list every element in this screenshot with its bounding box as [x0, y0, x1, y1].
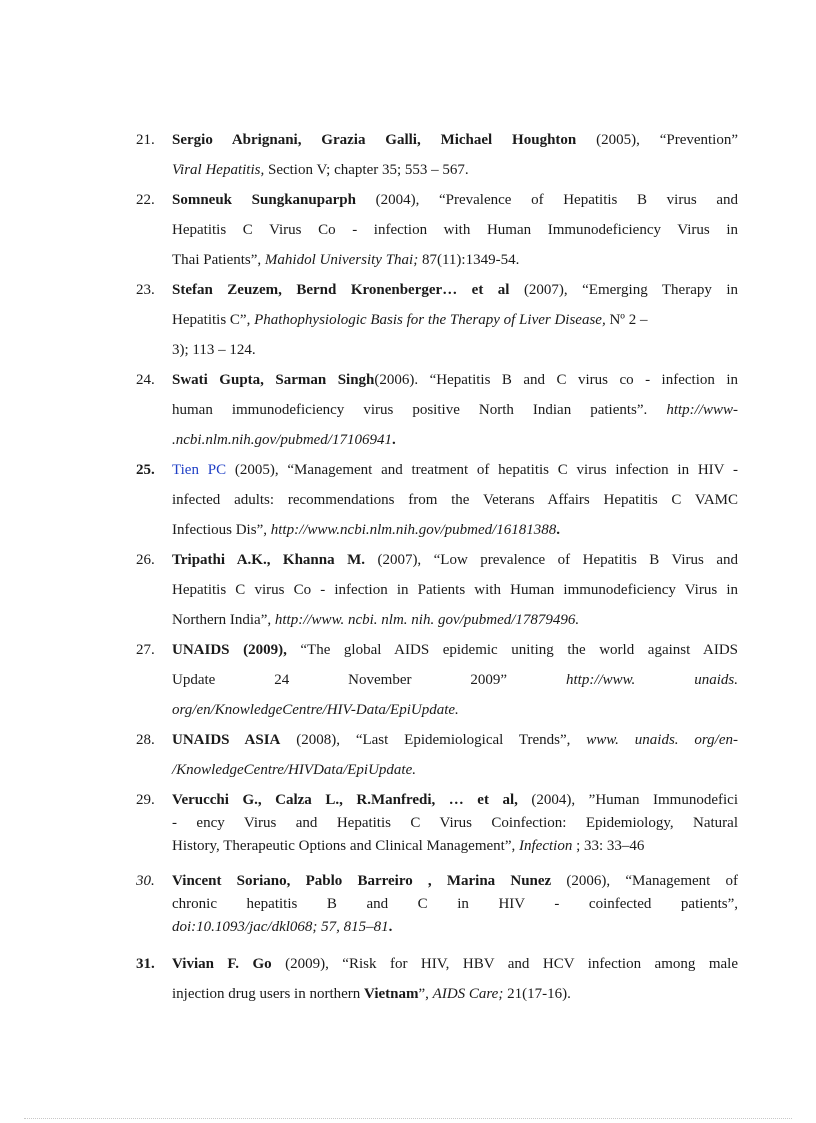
reference-text: Sergio Abrignani, Grazia Galli, Michael Houghton	[172, 132, 577, 148]
reference-line	[172, 222, 738, 242]
reference-line	[172, 702, 738, 719]
reference-text: Mahidol University Thai;	[264, 252, 419, 268]
reference-number: 25.	[136, 462, 155, 478]
reference-line	[172, 873, 738, 893]
reference-number: 23.	[136, 282, 155, 298]
reference-text: 87(11):1349-54.	[418, 252, 520, 268]
reference-text: (2006). “Hepatitis B and C virus co - infection in	[374, 372, 738, 388]
reference-text: Swati Gupta, Sarman Singh	[172, 372, 375, 388]
reference-number: 21.	[136, 132, 155, 148]
reference-line	[172, 162, 738, 179]
reference-line	[172, 252, 738, 269]
reference-text: (2005), “Management and treatment of hepatitis C virus infection in HIV -	[226, 462, 738, 478]
reference-text: Viral Hepatitis,	[172, 162, 265, 178]
reference-text: Somneuk Sungkanuparph	[172, 192, 356, 208]
reference-text: human immunodeficiency virus positive North Indian patients”.	[172, 402, 667, 418]
reference-text: Section V; chapter 35; 553 – 567.	[264, 162, 469, 178]
reference-text: Nº 2 –	[605, 312, 648, 328]
reference-text: - ency Virus and Hepatitis C Virus Coinfection: Epidemiology, Natural	[172, 815, 738, 831]
reference-number: 31.	[136, 956, 155, 972]
reference-line	[172, 919, 738, 936]
reference-line	[172, 492, 738, 512]
reference-text: http://www. ncbi. nlm. nih. gov/pubmed/17879496.	[274, 612, 580, 628]
reference-number: 26.	[136, 552, 155, 568]
reference-text: UNAIDS (2009),	[172, 642, 287, 658]
reference-text: “The global AIDS epidemic uniting the world against AIDS	[286, 642, 738, 658]
reference-number: 27.	[136, 642, 155, 658]
reference-text: 3); 113 – 124.	[172, 342, 256, 358]
reference-text: 21(17-16).	[503, 986, 571, 1002]
reference-line	[172, 522, 738, 539]
reference-text: UNAIDS ASIA	[172, 732, 281, 748]
reference-text: Update 24 November 2009”	[172, 672, 566, 688]
reference-number: 30.	[136, 873, 155, 889]
reference-text: Verucchi G., Calza L., R.Manfredi, … et al,	[172, 792, 518, 808]
reference-text: (2004), ”Human Immunodefici	[517, 792, 738, 808]
reference-text: Phathophysiologic Basis for the Therapy of Liver Disease,	[254, 312, 606, 328]
reference-text: http://www.ncbi.nlm.nih.gov/pubmed/16181388	[270, 522, 557, 538]
page-bottom-rule	[24, 1118, 792, 1119]
reference-text: Stefan Zeuzem, Bernd Kronenberger… et al	[172, 282, 510, 298]
reference-text: chronic hepatitis B and C in HIV - coinfected patients”,	[172, 896, 738, 912]
reference-text: .	[556, 522, 561, 538]
reference-line	[172, 642, 738, 662]
reference-line	[172, 132, 738, 152]
reference-line	[172, 792, 738, 812]
reference-text: Tripathi A.K., Khanna M.	[172, 552, 365, 568]
reference-line	[172, 762, 738, 779]
reference-text: Hepatitis C Virus Co - infection with Human Immunodeficiency Virus in	[172, 222, 738, 238]
reference-text: Thai Patients”,	[172, 252, 265, 268]
reference-line	[172, 815, 738, 835]
reference-line	[172, 896, 738, 916]
reference-number: 22.	[136, 192, 155, 208]
reference-line	[172, 402, 738, 422]
author-link[interactable]: Tien PC	[172, 462, 227, 478]
reference-line	[172, 282, 738, 302]
reference-text: Infectious Dis”,	[172, 522, 271, 538]
reference-line	[172, 552, 738, 572]
reference-text: /KnowledgeCentre/HIVData/EpiUpdate.	[172, 762, 416, 778]
reference-text: AIDS Care;	[432, 986, 504, 1002]
reference-text: .	[388, 919, 393, 935]
reference-number: 28.	[136, 732, 155, 748]
reference-text: History, Therapeutic Options and Clinical Management”,	[172, 838, 519, 854]
reference-line	[172, 372, 738, 392]
reference-text: (2004), “Prevalence of Hepatitis B virus and	[355, 192, 738, 208]
reference-line	[172, 462, 738, 482]
reference-text: org/en/KnowledgeCentre/HIV-Data/EpiUpdate.	[172, 702, 459, 718]
reference-text: .ncbi.nlm.nih.gov/pubmed/17106941	[172, 432, 392, 448]
reference-line	[172, 672, 738, 692]
reference-line	[172, 192, 738, 212]
reference-text: Northern India”,	[172, 612, 275, 628]
reference-text: infected adults: recommendations from the Veterans Affairs Hepatitis C VAMC	[172, 492, 738, 508]
reference-text: injection drug users in northern	[172, 986, 365, 1002]
reference-text: ; 33: 33–46	[572, 838, 645, 854]
reference-text: (2006), “Management of	[551, 873, 738, 889]
reference-text: Vietnam	[364, 986, 419, 1002]
reference-text: (2009), “Risk for HIV, HBV and HCV infection among male	[271, 956, 738, 972]
reference-text: Vincent Soriano, Pablo Barreiro , Marina Nunez	[172, 873, 552, 889]
reference-text: doi:10.1093/jac/dkl068; 57, 815–81	[172, 919, 389, 935]
reference-text: http://www-	[666, 402, 738, 418]
reference-text: (2007), “Emerging Therapy in	[509, 282, 738, 298]
reference-text: www. unaids. org/en-	[586, 732, 738, 748]
reference-text: http://www. unaids.	[565, 672, 738, 688]
reference-line	[172, 342, 738, 359]
reference-text: Hepatitis C”,	[172, 312, 255, 328]
reference-line	[172, 312, 738, 329]
reference-number: 24.	[136, 372, 155, 388]
reference-line	[172, 986, 738, 1003]
reference-text: (2008), “Last Epidemiological Trends”,	[280, 732, 587, 748]
reference-text: (2007), “Low prevalence of Hepatitis B Virus and	[364, 552, 738, 568]
reference-text: (2005), “Prevention”	[576, 132, 738, 148]
reference-text: Vivian F. Go	[172, 956, 272, 972]
reference-line	[172, 956, 738, 976]
reference-line	[172, 838, 738, 855]
reference-text: Hepatitis C virus Co - infection in Patients with Human immunodeficiency Virus in	[172, 582, 738, 598]
reference-text: .	[391, 432, 396, 448]
reference-line	[172, 732, 738, 752]
reference-line	[172, 432, 738, 449]
reference-line	[172, 612, 738, 629]
reference-line	[172, 582, 738, 602]
reference-text: ”,	[418, 986, 433, 1002]
reference-text: Infection	[519, 838, 573, 854]
reference-number: 29.	[136, 792, 155, 808]
